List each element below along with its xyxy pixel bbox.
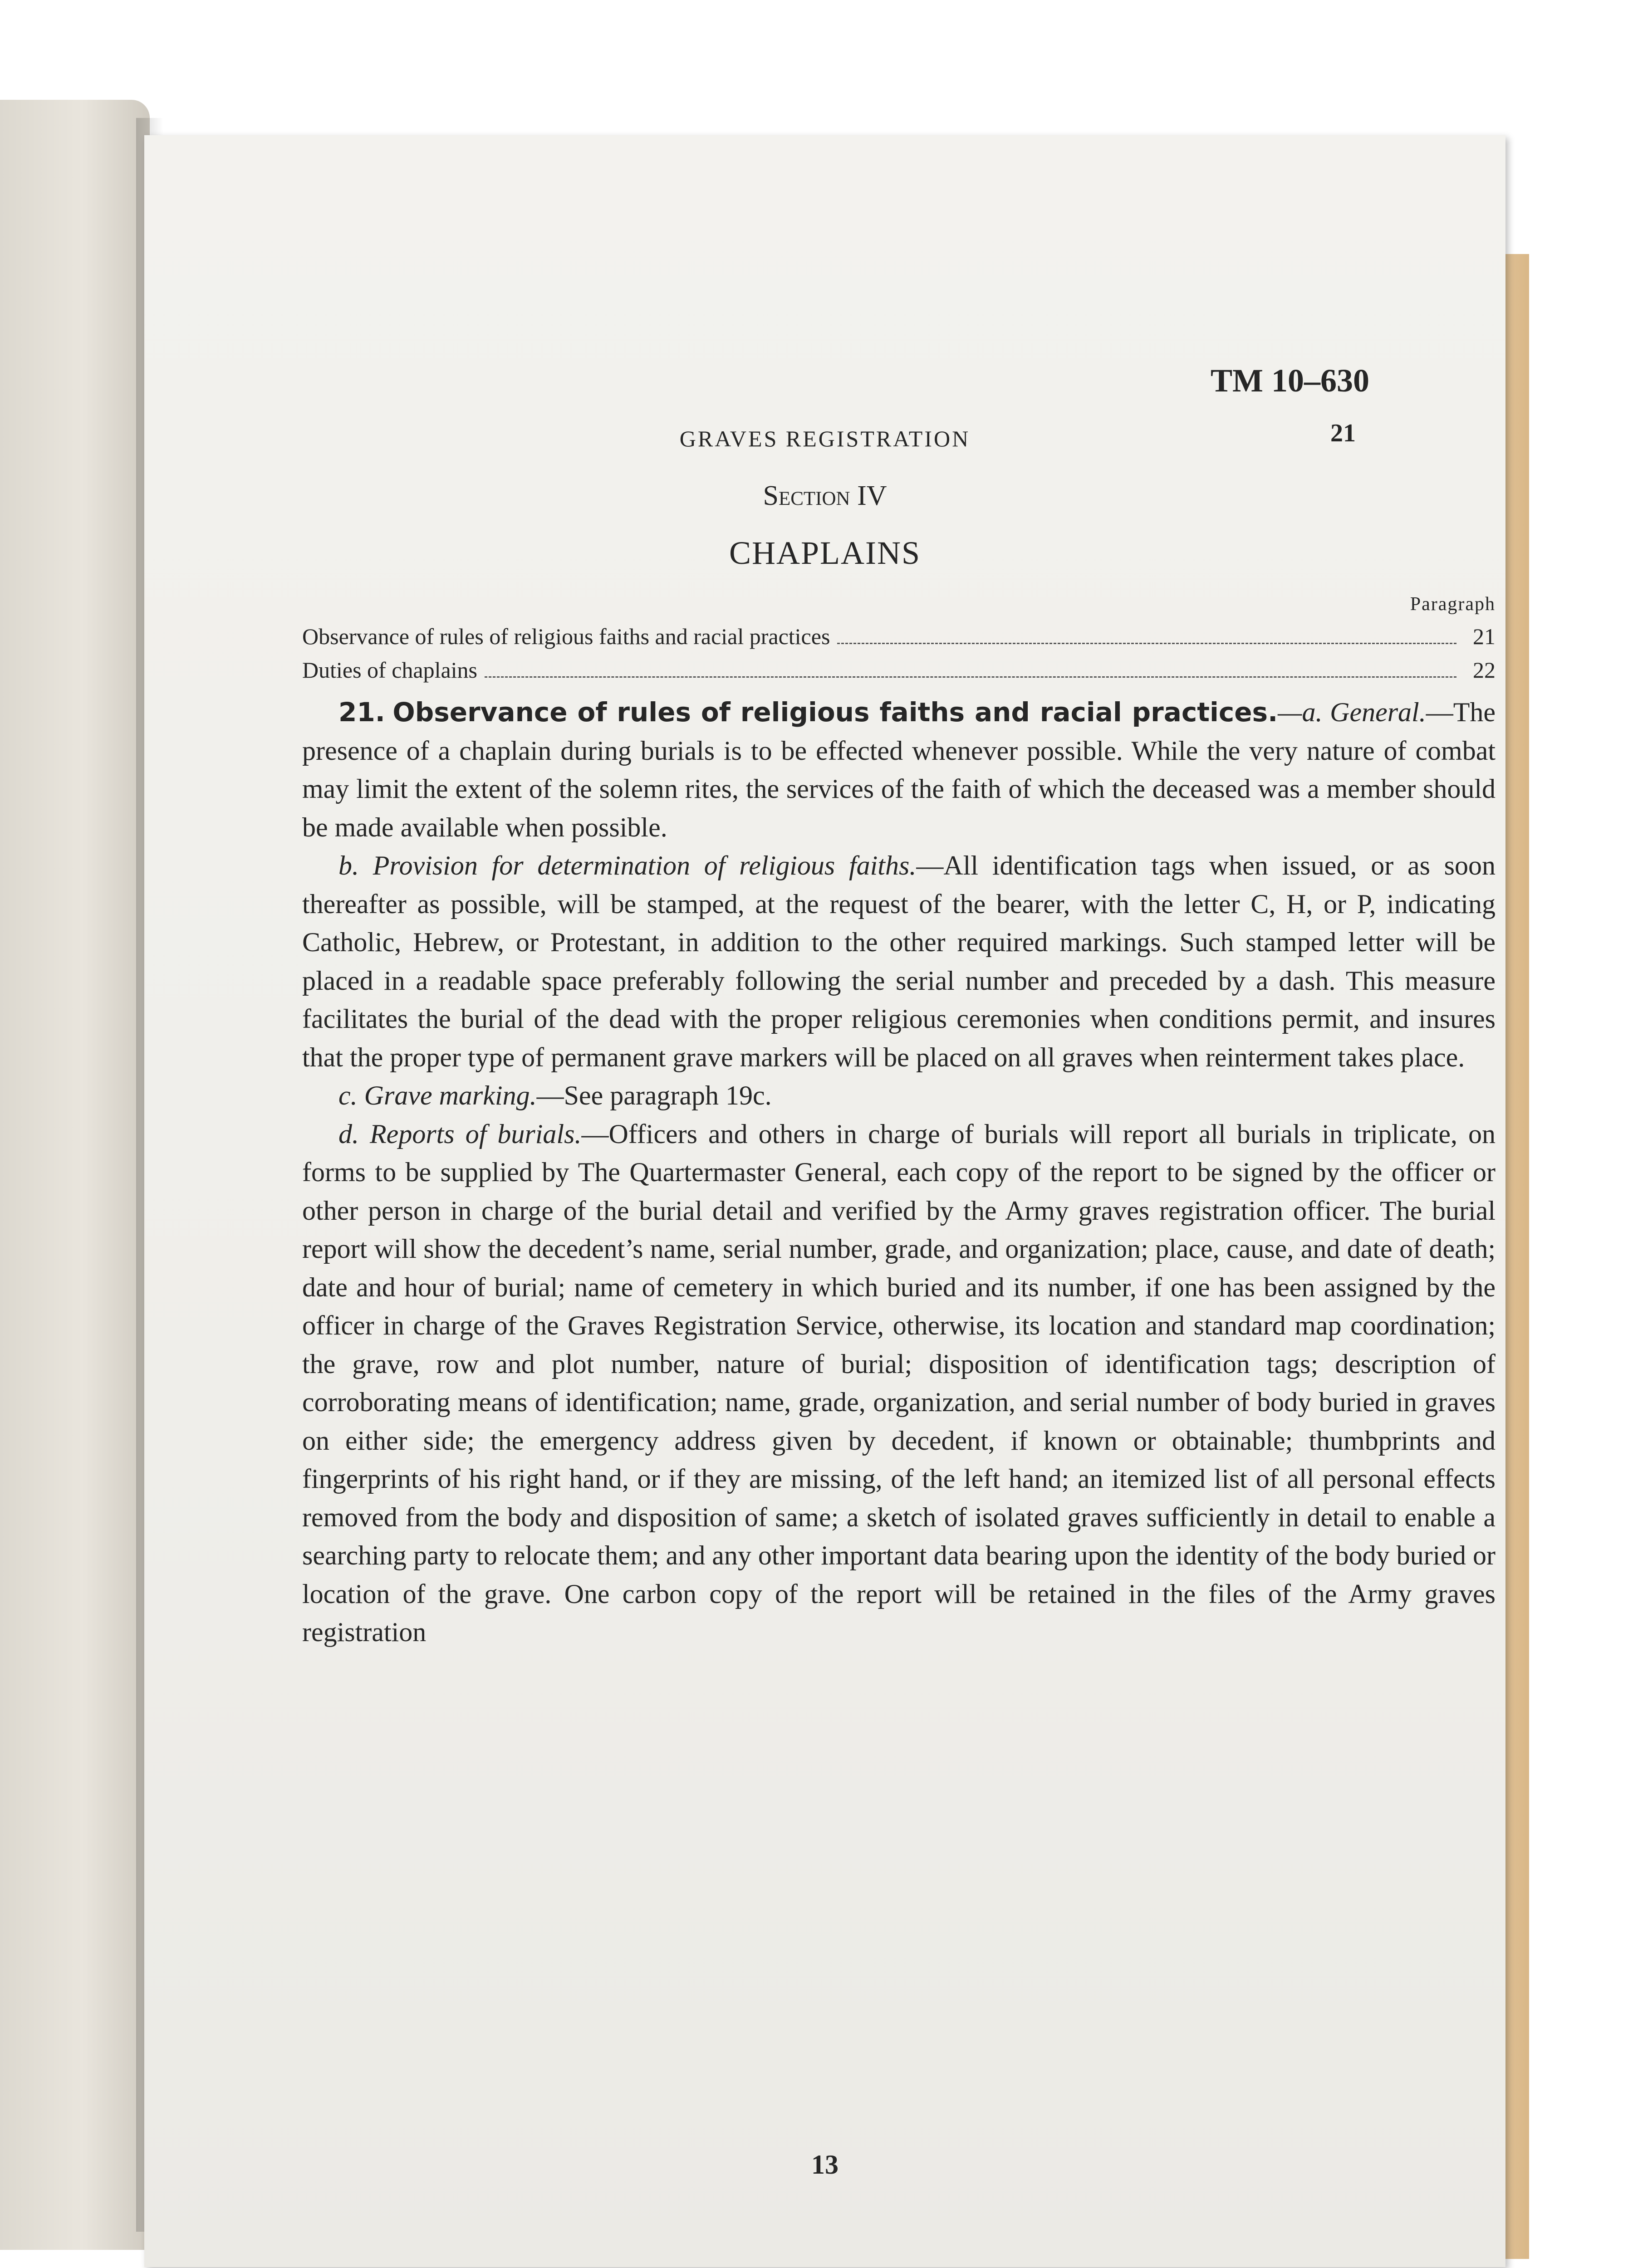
contents-row-number: 22: [1473, 657, 1496, 683]
subparagraph-text: —See paragraph 19c.: [536, 1080, 772, 1110]
subparagraph-title: Reports of burials.: [370, 1119, 582, 1149]
subparagraph-title: Grave marking.: [364, 1080, 537, 1110]
running-head: GRAVES REGISTRATION: [679, 426, 971, 451]
contents-row: [302, 653, 1496, 687]
subparagraph-letter: c.: [338, 1080, 358, 1110]
contents-row-title: Duties of chaplains: [302, 657, 478, 683]
header-paragraph-number: 21: [1330, 419, 1356, 447]
section-contents: [302, 593, 1496, 687]
paragraph-21c: [302, 1076, 1496, 1115]
subparagraph-text: —The presence of a chaplain during burials is to be effected whenever possible. While the very nature of combat may limit the extent of the solemn rites, the services of the faith of which the deceased was a member should be made available when possible.: [302, 697, 1496, 842]
contents-row-title: Observance of rules of religious faiths and racial practices: [302, 624, 830, 649]
page-number: 13: [811, 2150, 839, 2180]
contents-column-label: Paragraph: [1410, 594, 1496, 615]
contents-row-number: 21: [1473, 624, 1496, 649]
dot-leader: [485, 676, 1456, 678]
left-page-edge: [0, 100, 150, 2250]
tm-code: TM 10–630: [1211, 362, 1369, 399]
paragraph-21d: [302, 1115, 1496, 1652]
subparagraph-letter: —a.: [1278, 697, 1323, 727]
paragraph-number: 21.: [338, 697, 385, 728]
subparagraph-title: Provision for determination of religious faiths.: [373, 850, 917, 880]
dot-leader: [837, 643, 1456, 644]
paragraph-21a: [302, 693, 1496, 846]
subparagraph-text: —All identification tags when issued, or as soon thereafter as possible, will be stamped, at the request of the bearer, with the letter C, H, or P, indicating Catholic, Hebrew, or Protestant, in addition to the other required markings. Such stamped letter will be placed in a readable space preferably following the serial number and preceded by a dash. This measure facilitates the burial of the dead with the proper religious ceremonies when conditions permit, and insures that the proper type of permanent grave markers will be placed on all graves when reinterment takes place.: [302, 850, 1496, 1072]
contents-row: [302, 620, 1496, 653]
body-text: [302, 693, 1496, 1652]
subparagraph-text: —Officers and others in charge of burials will report all burials in triplicate, on forms to be supplied by The Quartermaster General, each copy of the report to be signed by the officer or other person in charge of the burial detail and verified by the Army graves registration officer. The burial report will show the decedent’s name, serial number, grade, and organization; place, cause, and date of death; date and hour of burial; name of cemetery in which buried and its number, if one has been assigned by the officer in charge of the Graves Registration Service, otherwise, its location and standard map coordination; the grave, row and plot number, nature of burial; disposition of identification tags; description of corroborating means of identification; name, grade, organization, and serial number of body buried in graves on either side; the emergency address given by decedent, if known or obtainable; thumbprints and fingerprints of his right hand, or if they are missing, of the left hand; an itemized list of all personal effects removed from the body and disposition of same; a sketch of isolated graves sufficiently in detail to enable a searching party to relocate them; and any other important data bearing upon the identity of the body buried or location of the grave. One carbon copy of the report will be retained in the files of the Army graves registration: [302, 1119, 1496, 1647]
manual-page: [144, 135, 1505, 2267]
subparagraph-letter: d.: [338, 1119, 359, 1149]
subparagraph-letter: b.: [338, 850, 359, 880]
section-label: Section IV: [763, 480, 887, 511]
section-title: CHAPLAINS: [729, 535, 921, 571]
paragraph-heading: Observance of rules of religious faiths and racial practices.: [392, 697, 1278, 728]
paragraph-21b: [302, 846, 1496, 1076]
subparagraph-title: General.: [1330, 697, 1426, 727]
